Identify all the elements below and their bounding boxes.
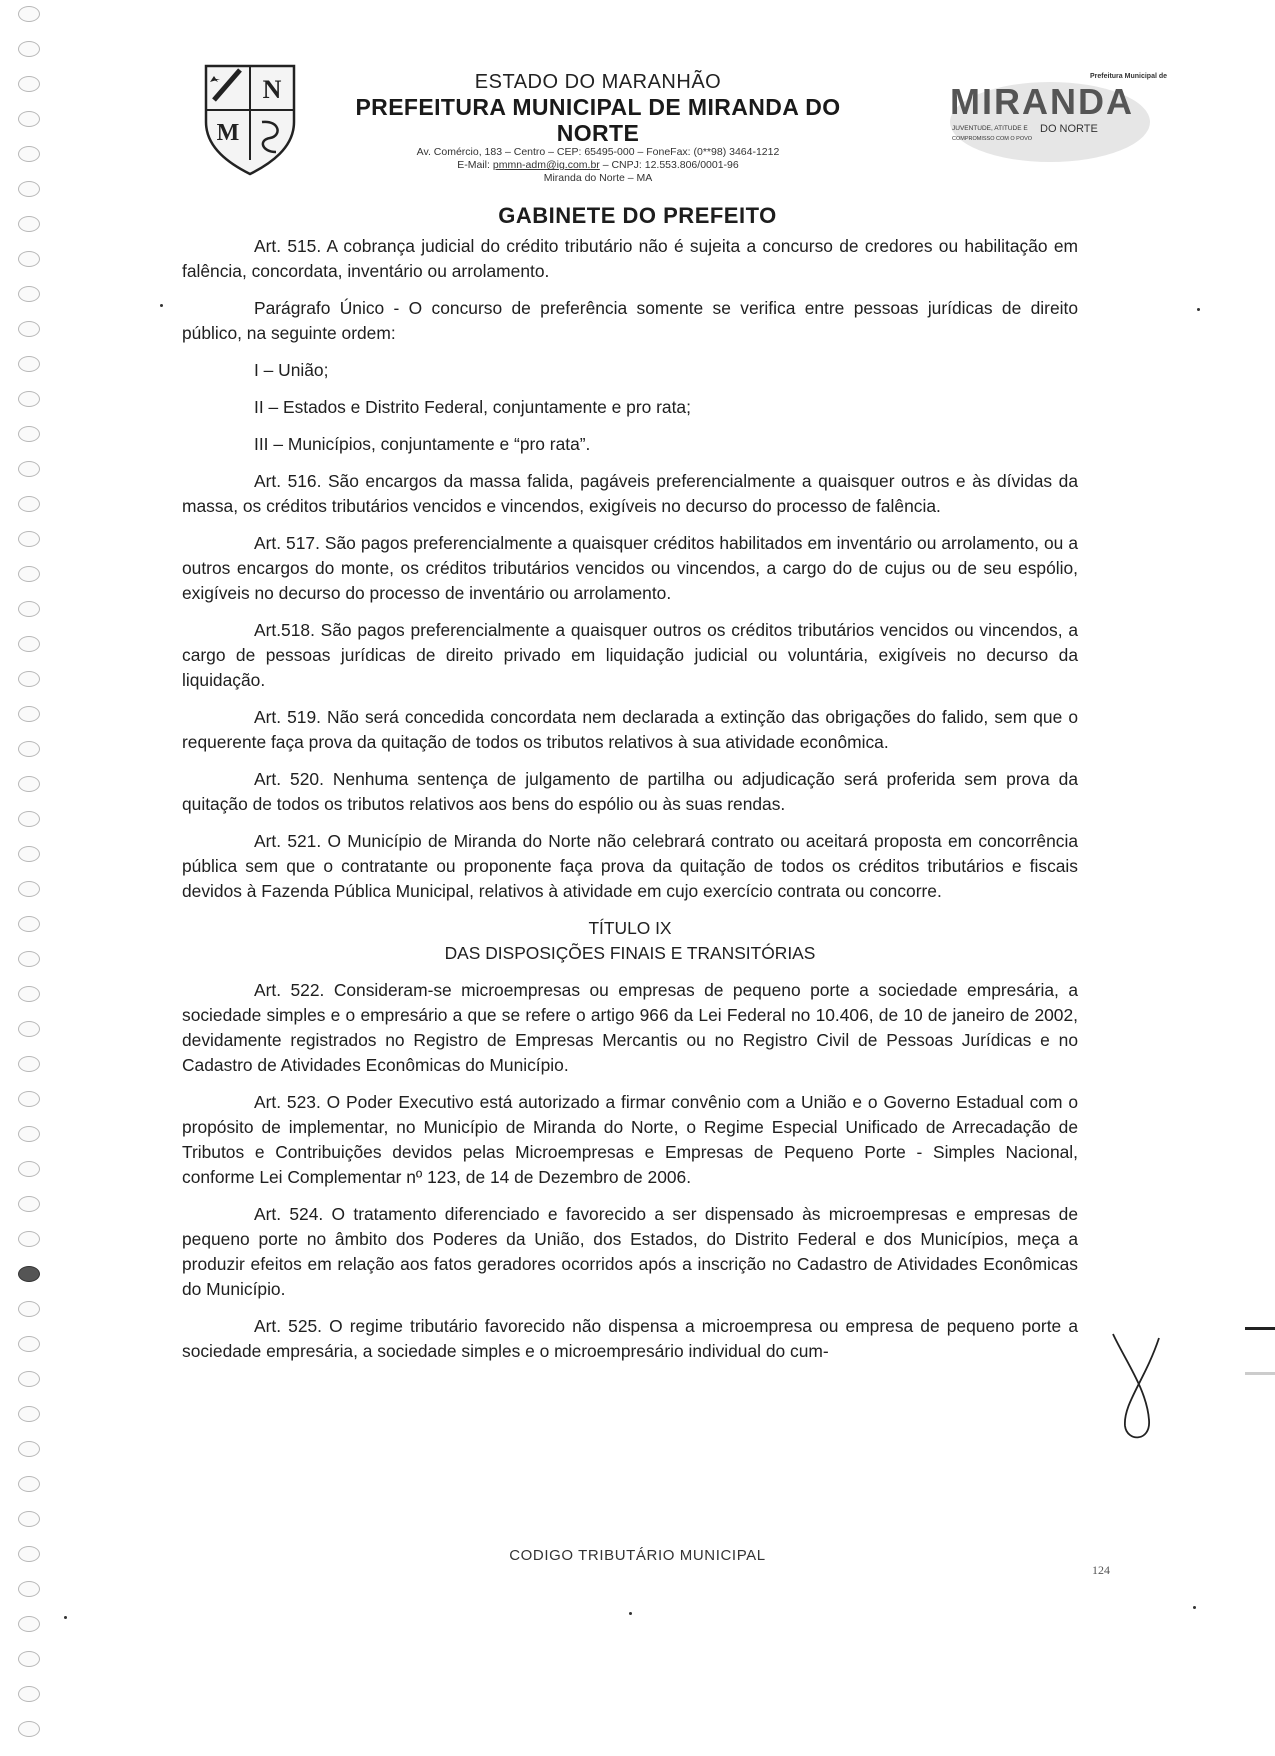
- article-517: Art. 517. São pagos preferencialmente a quaisquer créditos habilitados em inventário ou arrolamento, ou a outros encargos do monte, os créditos tributários vencidos ou vincendos, a cargo do de cujus ou de seu espólio, exigíveis no decurso do processo de inventário ou arrolamento.: [182, 533, 1078, 603]
- list-item: I – União;: [254, 360, 329, 380]
- article-520: Art. 520. Nenhuma sentença de julgamento de partilha ou adjudicação será proferida sem prova da quitação de todos os tributos relativos aos bens do espólio ou às suas rendas.: [182, 769, 1078, 814]
- title-name: DAS DISPOSIÇÕES FINAIS E TRANSITÓRIAS: [444, 943, 816, 963]
- scan-speck: [160, 304, 163, 307]
- article-525: Art. 525. O regime tributário favorecido não dispensa a microempresa ou empresa de pequeno porte a sociedade empresária, a sociedade simples e o microempresário individual do cum-: [182, 1316, 1078, 1361]
- letterhead: [200, 60, 1168, 184]
- scan-speck: [1193, 1606, 1196, 1609]
- article-515: Art. 515. A cobrança judicial do crédito tributário não é sujeita a concurso de credores ou habilitação em falência, concordata, inventário ou arrolamento.: [182, 236, 1078, 281]
- state-name: ESTADO DO MARANHÃO: [474, 71, 722, 93]
- scan-speck: [64, 1616, 67, 1619]
- svg-text:Prefeitura Municipal de: Prefeitura Municipal de: [1090, 73, 1168, 80]
- miranda-logo: [940, 66, 1168, 166]
- svg-text:DO NORTE: DO NORTE: [1040, 123, 1098, 135]
- address-line: Av. Comércio, 183 – Centro – CEP: 65495-000 – FoneFax: (0**98) 3464-1212: [416, 146, 780, 158]
- contact-line: E-Mail: pmmn-adm@ig.com.br – CNPJ: 12.553.806/0001-96: [457, 159, 739, 171]
- article-519: Art. 519. Não será concedida concordata nem declarada a extinção das obrigações do falido, sem que o requerente faça prova da quitação de todos os tributos relativos à sua atividade econômica.: [182, 707, 1078, 752]
- scan-edge-mark: [1245, 1372, 1275, 1375]
- scan-speck: [629, 1612, 632, 1615]
- binder-holes: [18, 0, 48, 1756]
- scan-edge-mark: [1245, 1327, 1275, 1330]
- article-518: Art.518. São pagos preferencialmente a quaisquer outros os créditos tributários vencidos ou vincendos, a cargo de pessoas jurídicas de direito privado em liquidação judicial ou voluntária, exigíveis no decurso da liquidação.: [182, 620, 1078, 690]
- svg-text:COMPROMISSO COM O POVO: COMPROMISSO COM O POVO: [952, 136, 1033, 142]
- page-number: 124: [1092, 1563, 1110, 1577]
- section-heading: GABINETE DO PREFEITO: [498, 203, 777, 228]
- svg-text:JUVENTUDE, ATITUDE E: JUVENTUDE, ATITUDE E: [952, 125, 1028, 132]
- municipal-crest-icon: [200, 60, 300, 176]
- title-number: TÍTULO IX: [588, 918, 672, 938]
- title-heading: [182, 916, 1078, 966]
- paragrafo-unico: Parágrafo Único - O concurso de preferência somente se verifica entre pessoas jurídicas de direito público, na seguinte ordem:: [182, 298, 1078, 343]
- svg-text:MIRANDA: MIRANDA: [950, 81, 1134, 122]
- email-link[interactable]: pmmn-adm@ig.com.br: [492, 159, 600, 171]
- scan-speck: [1197, 308, 1200, 311]
- list-item: II – Estados e Distrito Federal, conjuntamente e pro rata;: [254, 397, 691, 417]
- svg-text:M: M: [216, 120, 240, 146]
- city-line: Miranda do Norte – MA: [543, 172, 653, 184]
- article-524: Art. 524. O tratamento diferenciado e favorecido a ser dispensado às microempresas e empresas de pequeno porte no âmbito dos Poderes da União, dos Estados, do Distrito Federal e dos Municípios, meça a produzir efeitos em relação aos fatos geradores ocorridos após a inscrição no Cadastro de Atividades Econômicas do Município.: [182, 1204, 1078, 1299]
- footer-label: CODIGO TRIBUTÁRIO MUNICIPAL: [509, 1547, 766, 1564]
- article-523: Art. 523. O Poder Executivo está autorizado a firmar convênio com a União e o Governo Estadual com o propósito de implementar, no Município de Miranda do Norte, o Regime Especial Unificado de Arrecadação de Tributos e Contribuições devidos pelas Microempresas e Empresas de Pequeno Porte - Simples Nacional, conforme Lei Complementar nº 123, de 14 de Dezembro de 2006.: [182, 1092, 1078, 1187]
- list-item: III – Municípios, conjuntamente e “pro rata”.: [254, 434, 591, 454]
- svg-text:N: N: [262, 75, 282, 104]
- article-521: Art. 521. O Município de Miranda do Norte não celebrará contrato ou aceitará proposta em concorrência pública sem que o contratante ou proponente faça prova da quitação de todos os créditos tributários e fiscais devidos à Fazenda Pública Municipal, relativos à atividade em cujo exercício contrata ou concorre.: [182, 831, 1078, 901]
- article-516: Art. 516. São encargos da massa falida, pagáveis preferencialmente a quaisquer outros e às dívidas da massa, os créditos tributários vencidos e vincendos, exigíveis no decurso do processo de falência.: [182, 471, 1078, 516]
- handwritten-initial: [1105, 1330, 1165, 1450]
- document-body: [182, 234, 1078, 1376]
- article-522: Art. 522. Consideram-se microempresas ou empresas de pequeno porte a sociedade empresária, a sociedade simples e o empresário a que se refere o artigo 966 da Lei Federal no 10.406, de 10 de janeiro de 2002, devidamente registrados no Registro de Empresas Mercantis ou no Registro Civil de Pessoas Jurídicas e no Cadastro de Atividades Econômicas do Município.: [182, 980, 1078, 1075]
- prefeitura-name: PREFEITURA MUNICIPAL DE MIRANDA DO NORTE: [355, 94, 841, 146]
